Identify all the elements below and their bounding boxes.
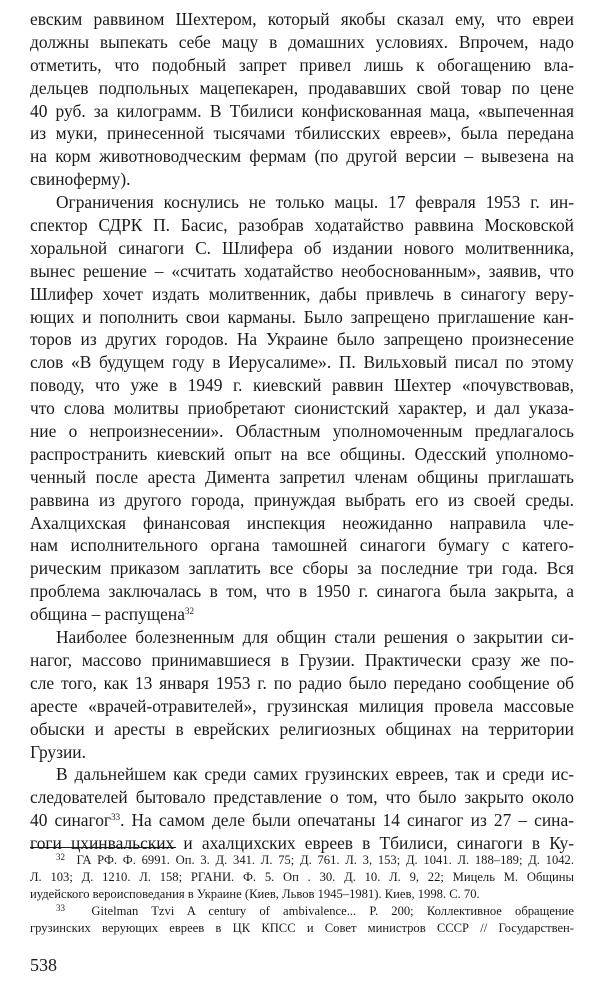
paragraph-start-line: В дальнейшем как среди самих грузинских евреев, так и среди ис- xyxy=(56,764,574,785)
footnote-separator xyxy=(30,847,176,848)
footnote-text: Gitelman Tzvi A century of ambivalence... P. 200; Коллективное обращение xyxy=(91,904,575,918)
text-fragment: община – распущена xyxy=(30,604,185,625)
footnote-line: иудейского вероисповедания в Украине (Киев, Львов 1945–1981). Киев, 1998. С. 70. xyxy=(30,887,480,901)
text-line: должны выпекать себе мацу в домашних условиях. Впрочем, надо xyxy=(30,31,574,52)
footnote-text: ГА РФ. Ф. 6991. Оп. 3. Д. 341. Л. 75; Д. 761. Л. 3, 153; Д. 1041. Л. 188–189; Д. 1042. xyxy=(76,853,574,867)
text-line: Грузии. xyxy=(30,741,86,762)
text-fragment: . На самом деле были опечатаны 14 синагог из 27 – сина- xyxy=(120,810,574,831)
text-line: спектор СДРК П. Басис, разобрав ходатайство раввина Московской xyxy=(30,215,574,236)
paragraph-start-line: Наиболее болезненным для общин стали решения о закрытии си- xyxy=(56,627,574,648)
main-text xyxy=(30,8,574,855)
text-line: поводу, что уже в 1949 г. киевский раввин Шехтер «почувствовав, xyxy=(30,375,574,396)
text-line: аресте «врачей-отравителей», грузинская милиция провела массовые xyxy=(30,695,574,716)
text-line: слов «В будущем году в Иерусалиме». П. Вильховый писал по этому xyxy=(30,352,574,373)
text-line: сле того, как 13 января 1953 г. по радио было передано сообщение об xyxy=(30,672,574,693)
footnote-line: Л. 103; Д. 1210. Л. 158; РГАНИ. Ф. 5. Оп . 30. Д. 10. Л. 9, 22; Мицель М. Общины xyxy=(30,870,574,884)
footnotes xyxy=(30,852,574,937)
text-line xyxy=(30,809,574,832)
footnote-ref-32[interactable]: 32 xyxy=(184,606,194,617)
text-line: торов из других городов. На Украине было запрещено произнесение xyxy=(30,329,574,350)
text-line: из муки, принесенной тысячами тбилисских евреев», была передана xyxy=(30,123,574,144)
text-line: следователей бытовало представление о том, что было закрыто около xyxy=(30,787,574,808)
footnote-32 xyxy=(30,852,574,869)
text-line: вынес решение – «считать ходатайство необоснованным», заявив, что xyxy=(30,260,574,281)
text-fragment: 40 синагог xyxy=(30,810,112,831)
text-line: рическим приказом заплатить все сборы за последние три года. Вся xyxy=(30,558,574,579)
text-line: нам исполнительного органа тамошней синагоги бумагу с катего- xyxy=(30,535,574,556)
text-line: ющих и пополнить свои карманы. Было запрещено приглашение кан- xyxy=(30,306,574,327)
text-line: распространить киевский опыт на все общины. Одесский уполномо- xyxy=(30,443,574,464)
text-line: обыски и аресты в еврейских религиозных общинах на территории xyxy=(30,718,574,739)
text-line: раввина из другого города, принуждая выбрать его из своей среды. xyxy=(30,489,574,510)
page-number: 538 xyxy=(30,955,57,975)
text-line: гоги цхинвальских и ахалцихских евреев в Тбилиси, синагоги в Ку- xyxy=(30,833,574,854)
text-line: ченный после ареста Димента запретил членам общины приглашать xyxy=(30,466,574,487)
text-line: свиноферму). xyxy=(30,169,131,190)
text-line: Ахалцихская финансовая инспекция неожиданно направила чле- xyxy=(30,512,574,533)
footnote-label: 32 xyxy=(56,852,65,862)
text-line: 40 руб. за килограмм. В Тбилиси конфискованная маца, «выпеченная xyxy=(30,100,574,121)
paragraph-start-line: Ограничения коснулись не только мацы. 17 февраля 1953 г. ин- xyxy=(56,192,574,213)
text-line: ние о непроизнесении». Областным уполномоченным предлагалось xyxy=(30,421,574,442)
footnote-line: грузинских верующих евреев в ЦК КПСС и Совет министров СССР // Государствен- xyxy=(30,921,574,935)
text-line: нагог, массово принимавшиеся в Грузии. Практически сразу же по- xyxy=(30,649,574,670)
text-line: хоральной синагоги С. Шлифера об издании нового молитвенника, xyxy=(30,237,574,258)
text-line xyxy=(30,603,574,626)
text-line: проблема заключалась в том, что в 1950 г. синагога была закрыта, а xyxy=(30,581,574,602)
text-line: отметить, что подобный запрет привел лишь к обогащению вла- xyxy=(30,54,574,75)
text-line: дельцев подпольных мацепекарен, продававших свой товар по цене xyxy=(30,77,574,98)
text-line: что слова молитвы приобретают сионистский характер, и дал указа- xyxy=(30,398,574,419)
text-line: на корм животноводческим фермам (по другой версии – вывезена на xyxy=(30,146,574,167)
footnote-label: 33 xyxy=(56,903,65,913)
text-line: Шлифер хочет издать молитвенник, дабы привлечь в синагогу веру- xyxy=(30,283,574,304)
footnote-ref-33[interactable]: 33 xyxy=(111,812,121,823)
footnote-33 xyxy=(30,903,574,920)
text-line: евским раввином Шехтером, который якобы сказал ему, что евреи xyxy=(30,9,574,29)
